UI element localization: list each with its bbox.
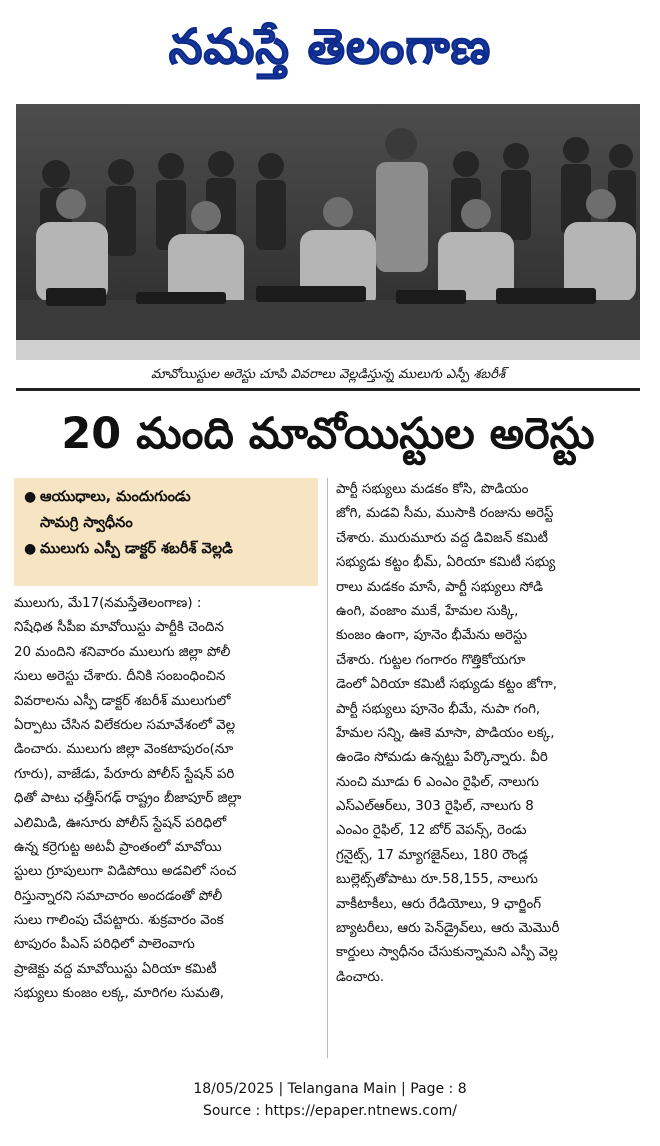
article-column-right [336,478,642,990]
article-line: కార్డులు స్వాధీనం చేసుకున్నామని ఎస్పీ వెల్ల [336,945,558,961]
article-line: ఉండెం సోమడు ఉన్నట్టు పేర్కొన్నారు. వీరి [336,750,548,766]
bullet-icon: ● [24,541,37,557]
footer-source-line: Source : https://epaper.ntnews.com/ [202,1103,458,1119]
article-line: నుంచి మూడు 6 ఎంఎం రైఫిల్, నాలుగు [336,774,539,790]
photo-caption: మావోయిస్టుల అరెస్టు చూపి వివరాలు వెల్లడిస్తున్న ములుగు ఎస్పీ శబరీశ్ [16,364,640,391]
article-line: సభ్యులు కుంజం లక్క, మారిగల సుమతి, [14,986,225,1002]
article-line: స్టులు గ్రూపులుగా విడిపోయి అడవిలో సంచ [14,864,237,880]
article-line: రిస్తున్నారని సమాచారం అందడంతో పోలీ [14,888,223,904]
article-line: వాకీటాకీలు, ఆరు రేడియోలు, 9 ఛార్జింగ్ [336,896,542,912]
article-line: బుల్లెట్స్‌తోపాటు రూ.58,155, నాలుగు [336,872,538,888]
article-line: సభ్యుడు కట్టం భీమ్, ఏరియా కమిటీ సభ్యు [336,555,556,571]
column-divider [327,478,328,1058]
bullet-icon: ● [24,489,37,505]
article-line: బ్యాటరీలు, ఆరు పెన్‌డ్రైవ్‌లు, ఆరు మెమొరీ [336,921,560,937]
article-line: నిషేధిత సీపీఐ మావోయిస్టు పార్టీకి చెందిన [14,620,224,636]
highlight-text: ములుగు ఎస్పీ డాక్టర్ శబరీశ్ వెల్లడి [40,541,233,557]
article-line: ఉన్న కర్రెగుట్ట అటవీ ప్రాంతంలో మావోయి [14,839,222,855]
article-line: ఉంగి, వంజాం ముకే, హేమల సుక్కి, [336,603,519,619]
footer [0,1078,660,1122]
highlight-text: ఆయుధాలు, మందుగుండు [40,489,191,505]
footer-date-line: 18/05/2025 | Telangana Main | Page : 8 [193,1081,467,1097]
article-line: డించారు. ములుగు జిల్లా వెంకటాపురం(నూ [14,742,234,758]
article-line: టాపురం పీఎస్ పరిధిలో పాలెంవాగు [14,937,195,953]
article-line: హేమల సన్ని, ఊకె మాసా, పొడియం లక్క, [336,725,555,741]
article-column-left [14,592,320,1007]
highlight-item [14,484,318,510]
article-line: చేశారు. మురుమూరు వద్ద డివిజన్ కమిటీ [336,530,548,546]
article-line: చేశారు. గుట్టల గంగారం గొత్తికోయగూ [336,652,526,668]
article-line: సులు గాలింపు చేపట్టారు. శుక్రవారం వెంక [14,913,224,929]
headline: 20 మంది మావోయిస్టుల అరెస్టు [61,409,595,459]
article-line: వివరాలను ఎస్పీ డాక్టర్ శబరీశ్ ములుగులో [14,693,231,709]
article-line: గూరు), వాజేడు, పేరూరు పోలీస్ స్టేషన్ పరి [14,766,235,782]
article-line: జోగి, మడవి సీమ, ముసాకి రంజును అరెస్ట్ [336,506,554,522]
article-line: కుంజం ఉంగా, పూనెం భీమేను అరెస్టు [336,628,528,644]
newspaper-title: నమస్తే తెలంగాణ [168,19,492,75]
article-line: ప్రాజెక్టు వద్ద మావోయిస్టు ఏరియా కమిటీ [14,961,217,977]
article-line: ధితో పాటు ఛత్తీస్‌గఢ్ రాష్ట్రం బీజాపూర్ జిల్లా [14,791,242,807]
photo-icon [16,104,640,360]
highlights-box [14,478,318,586]
masthead [0,0,660,95]
article-line: ఎంఎం రైఫిల్, 12 బోర్ వెపన్స్, రెండు [336,823,527,839]
article-line: డెంలో ఏరియా కమిటీ సభ్యుడు కట్టం జోగా, [336,677,557,693]
article-line: ఎలిమిడి, ఊసూరు పోలీస్ స్టేషన్ పరిధిలో [14,815,227,831]
news-photo [16,104,640,360]
article-line: 20 మందిని శనివారం ములుగు జిల్లా పోలీ [14,644,231,660]
article-line: ఎస్ఎల్ఆర్‌లు, 303 రైఫిల్, నాలుగు 8 [336,799,534,815]
article-line: పార్టీ సభ్యులు మడకం కోసి, పొడియం [336,482,529,497]
highlight-item [14,536,318,562]
highlight-text-continued: సామగ్రి స్వాధీనం [40,515,133,531]
article-line: పార్టీ సభ్యులు పూనెం భీమే, నుపా గంగి, [336,701,541,717]
article-line: సులు అరెస్టు చేశారు. దీనికి సంబంధించిన [14,669,226,685]
article-line: రాలు మడకం మాసే, పార్టీ సభ్యులు సోడి [336,579,544,595]
article-line: డించారు. [336,969,385,985]
article-line: ములుగు, మే17(నమస్తేతెలంగాణ) : [14,596,202,611]
article-line: గ్రనైట్స్, 17 మ్యాగజైన్‌లు, 180 రౌండ్ల [336,847,528,863]
article-line: ఏర్పాటు చేసిన విలేకరుల సమావేశంలో వెల్ల [14,717,236,733]
